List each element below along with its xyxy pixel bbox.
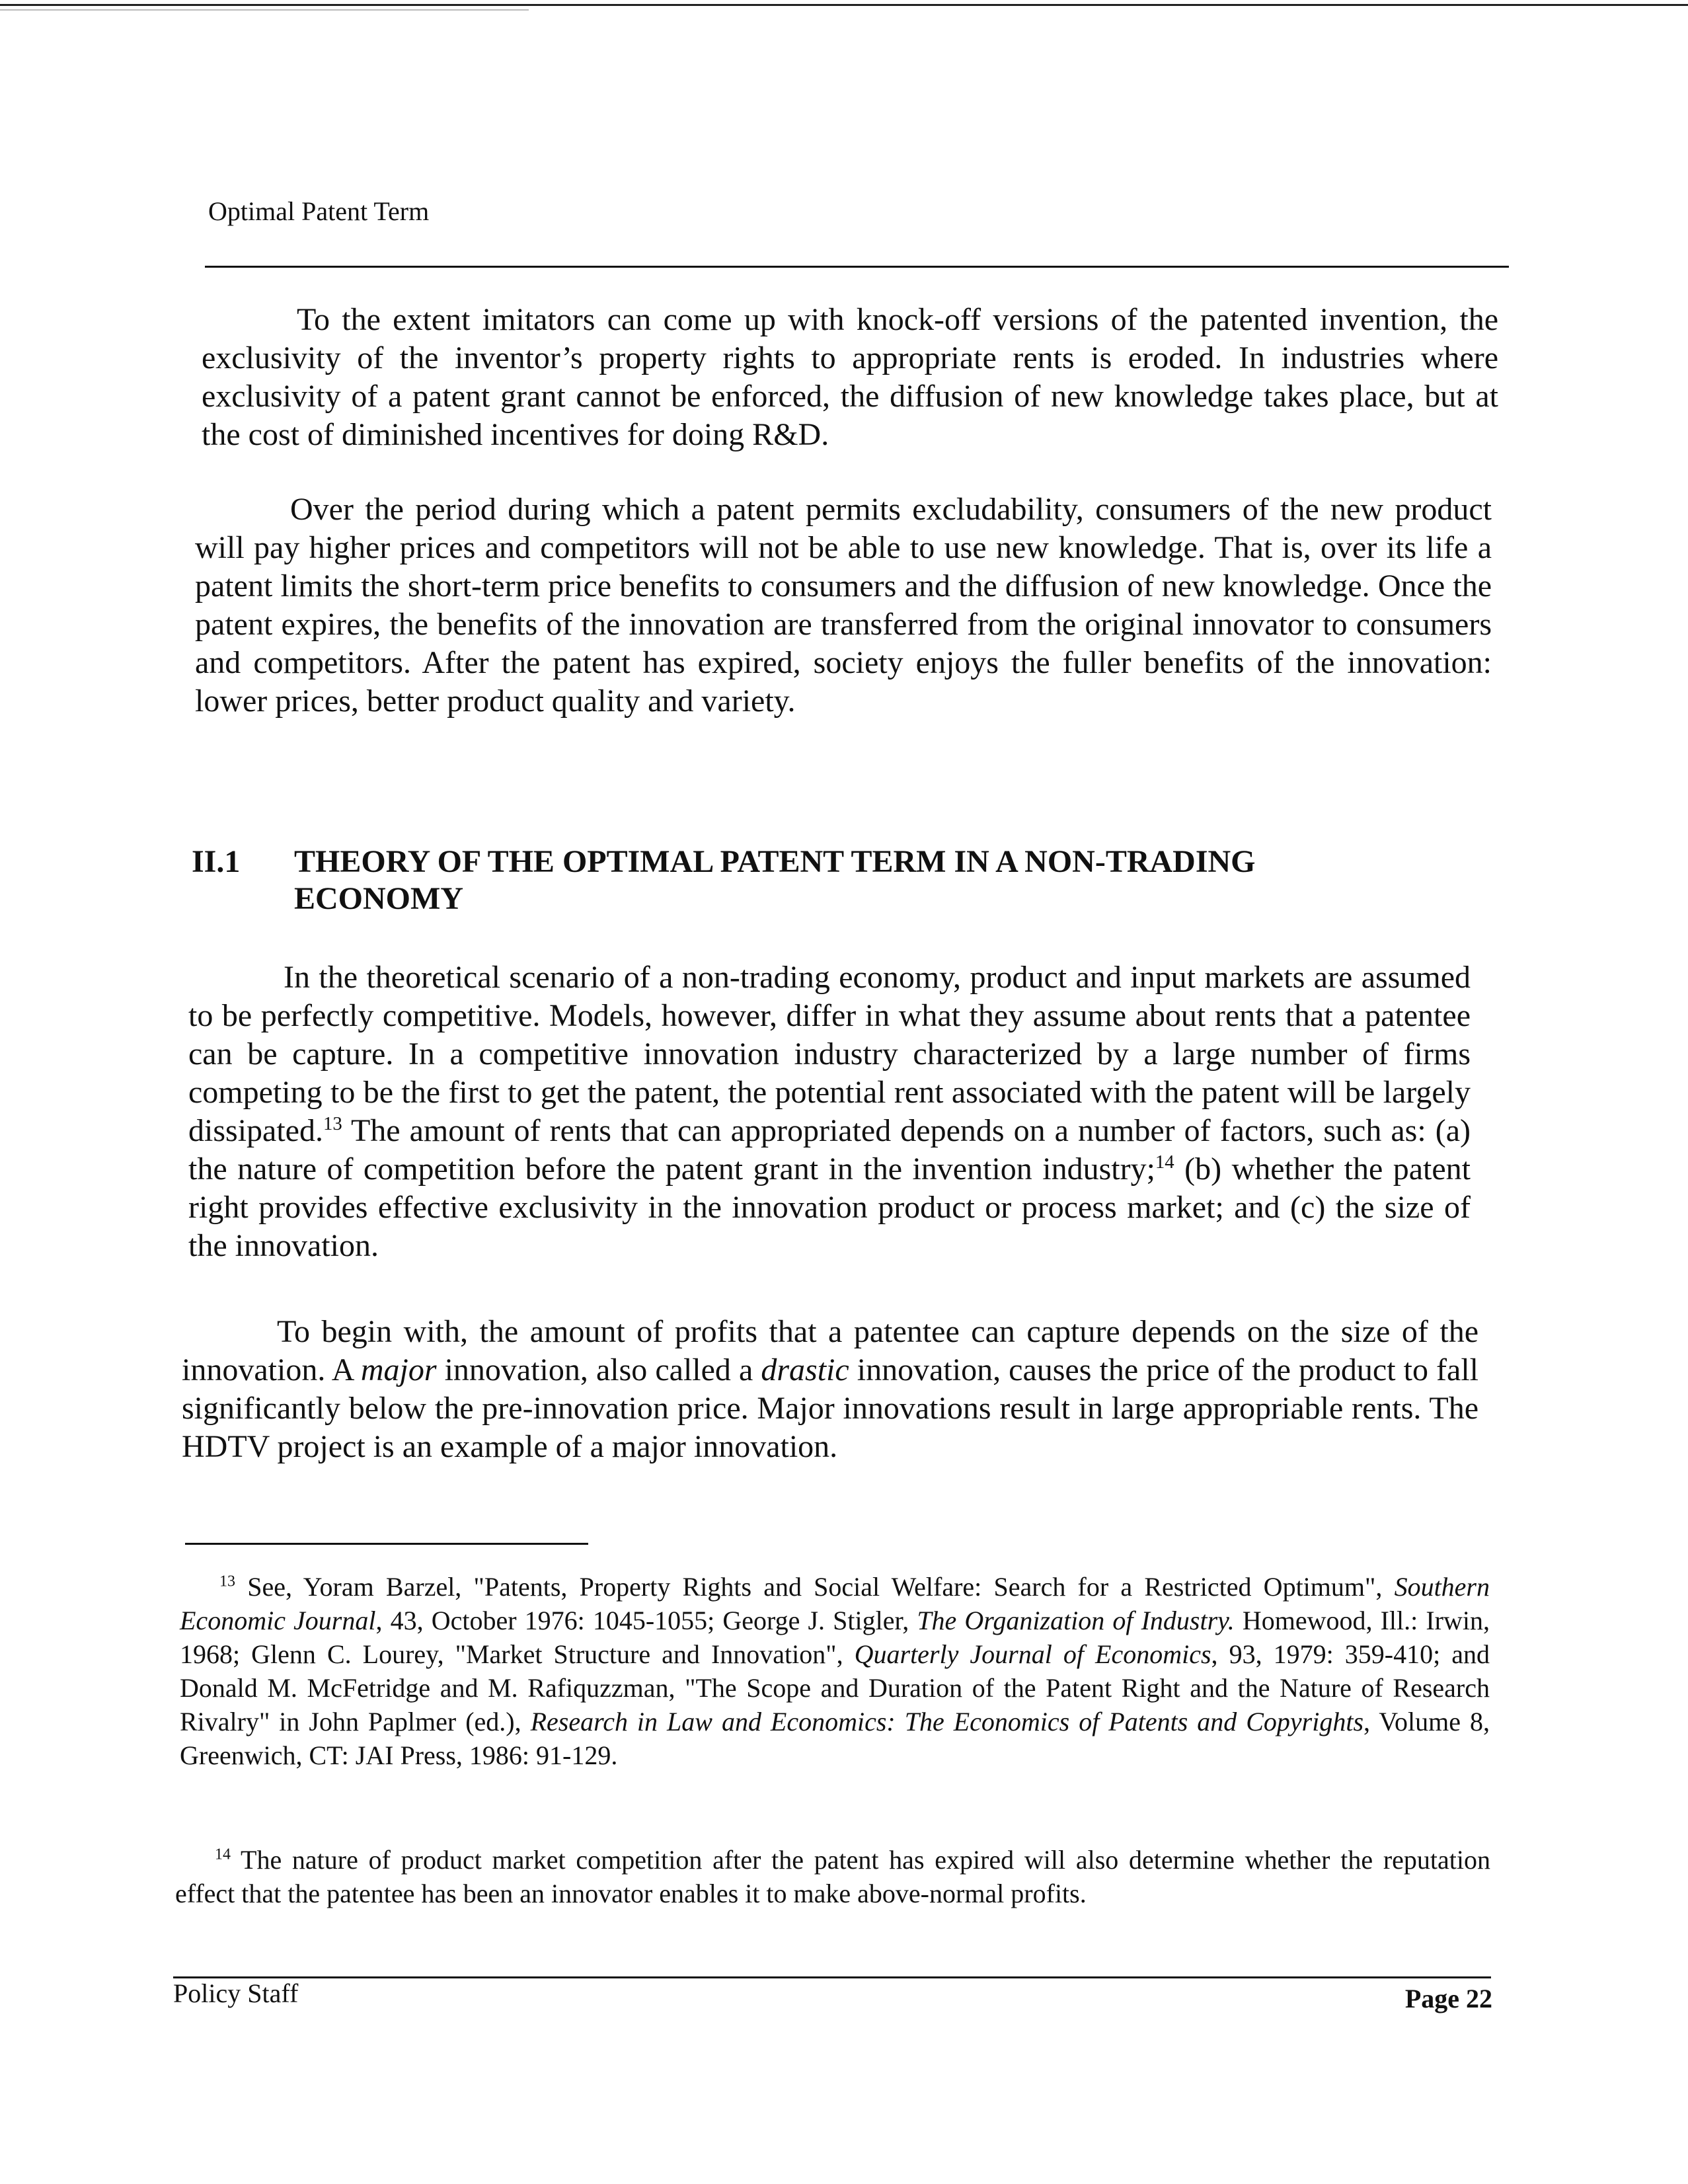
- paragraph-1-text: To the extent imitators can come up with knock-off versions of the patented invention, the exclusivity of the inventor’s property rights to appropriate rents is eroded. In industries where exclusivity of a patent grant cannot be enforced, the diffusion of new knowledge takes place, but at the cost of diminished incentives for doing R&D.: [202, 302, 1498, 452]
- paragraph-4-text-a: To begin with, the amount of profits that a patentee can capture depends on the size of the innovation. A: [182, 1314, 1478, 1387]
- footnote-ref-14[interactable]: 14: [1155, 1151, 1174, 1173]
- emphasis-drastic: drastic: [761, 1352, 849, 1387]
- running-header: Optimal Patent Term: [208, 196, 430, 226]
- footnote-ref-13[interactable]: 13: [323, 1113, 342, 1134]
- footnote-13-mark: 13: [219, 1573, 235, 1590]
- footnote-13-text-5: , Volume 8, Greenwich, CT: JAI Press, 1986: 91-129.: [180, 1707, 1490, 1770]
- footer-rule: [173, 1976, 1491, 1978]
- footnote-13-text-4: , 93, 1979: 359-410; and Donald M. McFetridge and M. Rafiquzzman, "The Scope and Duration of the Patent Right and the Nature of Research Rivalry" in John Paplmer (ed.),: [180, 1639, 1490, 1736]
- paragraph-4-text-b: innovation, also called a: [436, 1352, 761, 1387]
- section-title-line-1: THEORY OF THE OPTIMAL PATENT TERM IN A NON-TRADING: [294, 844, 1256, 879]
- footnote-13-book-1: The Organization of Industry.: [917, 1606, 1235, 1635]
- footnote-13-book-2: Research in Law and Economics: The Economics of Patents and Copyrights: [530, 1707, 1364, 1736]
- section-title: [294, 843, 1484, 917]
- footnote-13-journal-1: Southern Economic Journal: [180, 1572, 1490, 1635]
- footnote-13-text-3: Homewood, Ill.: Irwin, 1968; Glenn C. Lourey, "Market Structure and Innovation",: [180, 1606, 1490, 1669]
- paragraph-3-text-c: (b) whether the patent right provides effective exclusivity in the innovation product or process market; and (c) the size of the innovation.: [188, 1151, 1471, 1263]
- footnote-13: [180, 1570, 1490, 1772]
- top-scan-edge: [0, 4, 1688, 6]
- top-scan-edge-faint: [0, 9, 529, 11]
- paragraph-4: [182, 1313, 1478, 1466]
- emphasis-major: major: [360, 1352, 437, 1387]
- section-title-line-2: ECONOMY: [294, 881, 463, 916]
- paragraph-3: [188, 958, 1471, 1265]
- paragraph-1: [202, 301, 1498, 454]
- footnote-14: [175, 1843, 1490, 1910]
- footnote-13-text-2: , 43, October 1976: 1045-1055; George J. Stigler,: [375, 1606, 917, 1635]
- footnote-13-journal-2: Quarterly Journal of Economics: [854, 1639, 1211, 1669]
- footnote-separator: [185, 1543, 588, 1545]
- paragraph-3-text-a: In the theoretical scenario of a non-trading economy, product and input markets are assumed to be perfectly competitive. Models, however, differ in what they assume about rents that a patentee can be capture. In a competitive innovation industry characterized by a large number of firms competing to be the first to get the patent, the potential rent associated with the patent will be largely dissipated.: [188, 960, 1471, 1148]
- page-number: Page 22: [1404, 1984, 1492, 2013]
- footer-organization: Policy Staff: [173, 1978, 299, 2008]
- paragraph-2-text: Over the period during which a patent permits excludability, consumers of the new product will pay higher prices and competitors will not be able to use new knowledge. That is, over its life a patent limits the short-term price benefits to consumers and the diffusion of new knowledge. Once the patent expires, the benefits of the innovation are transferred from the original innovator to consumers and competitors. After the patent has expired, society enjoys the fuller benefits of the innovation: lower prices, better product quality and variety.: [195, 492, 1492, 719]
- header-rule: [205, 266, 1509, 268]
- footnote-13-text-1: See, Yoram Barzel, "Patents, Property Rights and Social Welfare: Search for a Restricted Optimum",: [235, 1572, 1395, 1602]
- paragraph-4-text-c: innovation, causes the price of the product to fall significantly below the pre-innovation price. Major innovations result in large appropriable rents. The HDTV project is an example of a major innovation.: [182, 1352, 1478, 1464]
- paragraph-3-text-b: The amount of rents that can appropriated depends on a number of factors, such as: (a) the nature of competition before the patent grant in the invention industry;: [188, 1113, 1471, 1187]
- footnote-14-mark: 14: [215, 1846, 231, 1863]
- paragraph-2: [195, 490, 1492, 721]
- section-number: II.1: [192, 844, 241, 879]
- footnote-14-text: The nature of product market competition after the patent has expired will also determine whether the reputation effect that the patentee has been an innovator enables it to make above-normal profits.: [175, 1845, 1490, 1908]
